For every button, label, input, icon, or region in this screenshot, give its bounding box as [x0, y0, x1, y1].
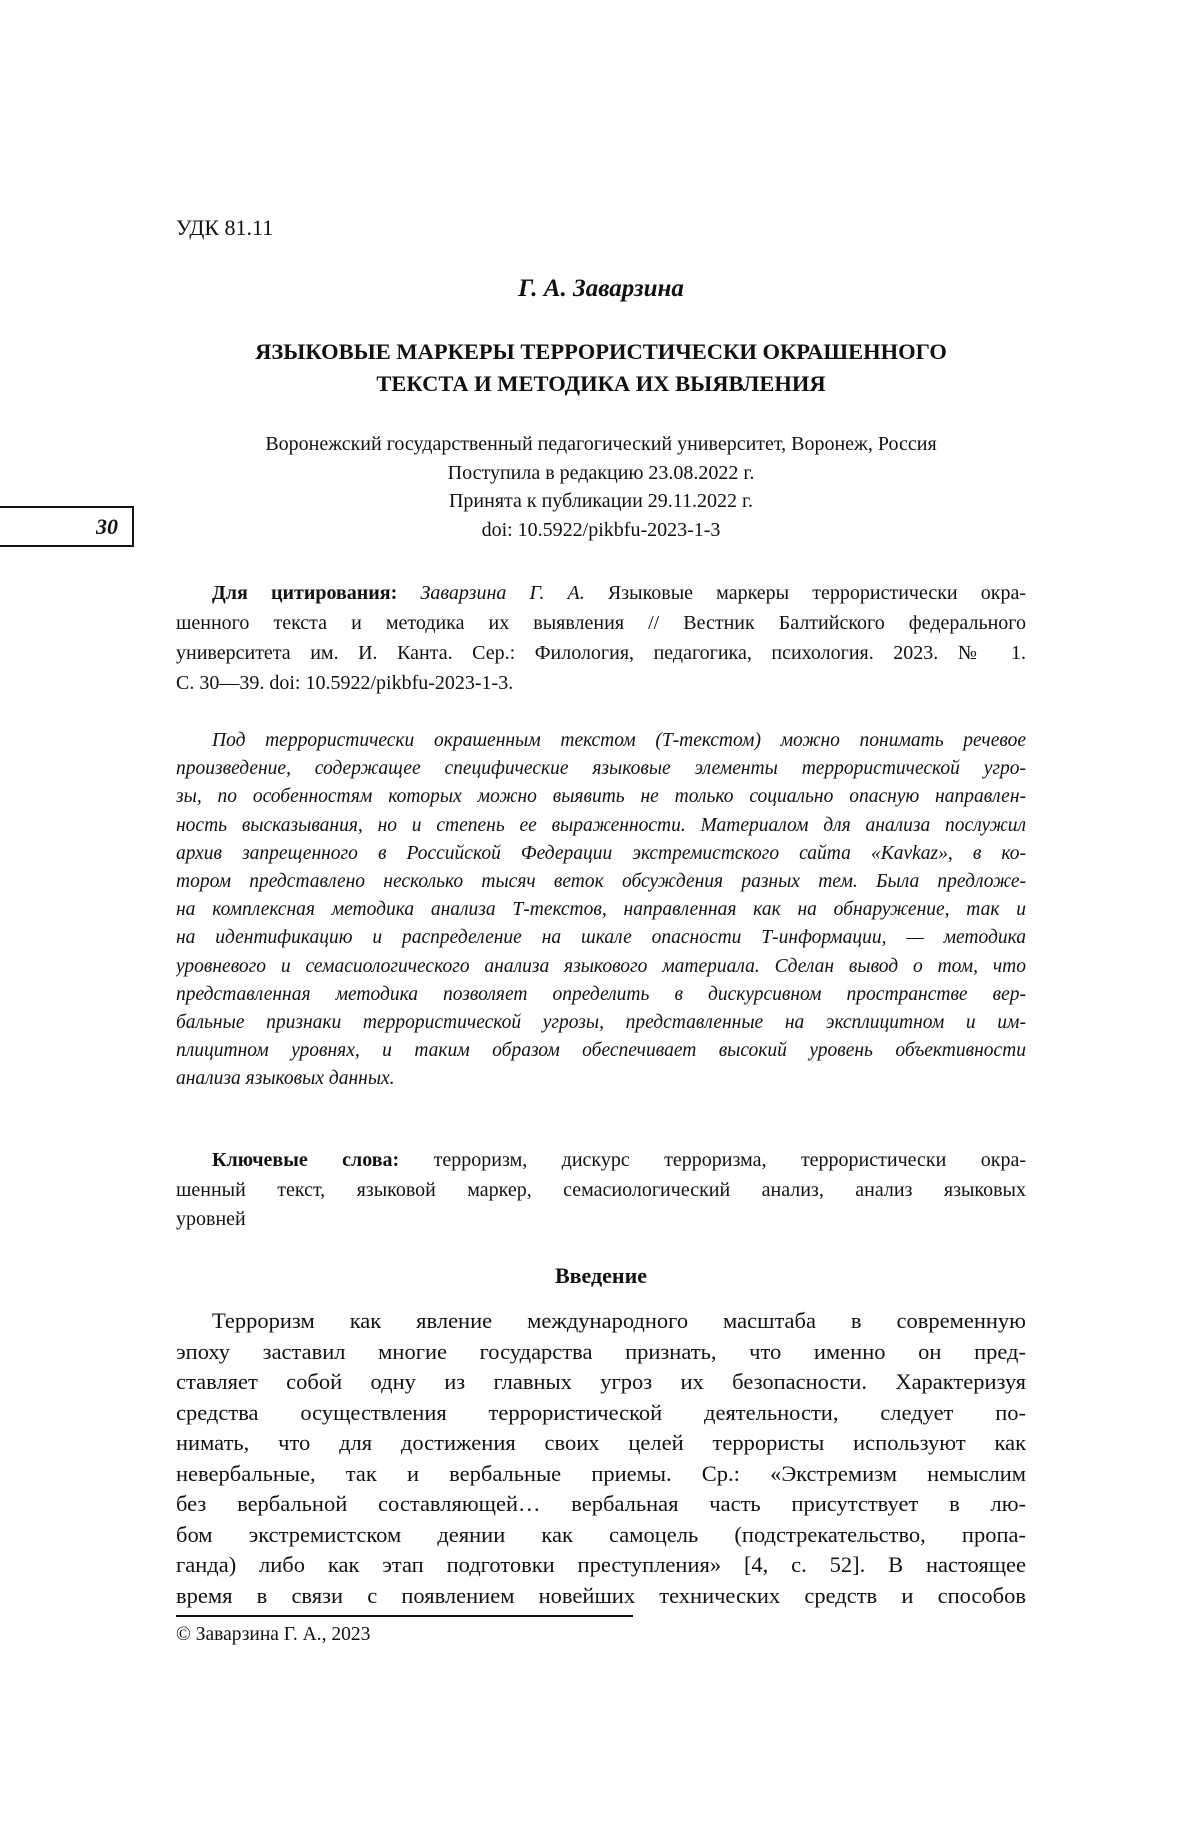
citation-line: университета им. И. Канта. Сер.: Филология, педагогика, психология. 2023. № 1. [176, 642, 1026, 664]
affiliation: Воронежский государственный педагогический университет, Воронеж, Россия [265, 433, 937, 455]
body-line: без вербальной составляющей… вербальная часть присутствует в лю- [176, 1491, 1026, 1516]
body-line: средства осуществления террористической деятельности, следует по- [176, 1399, 1026, 1425]
abstract-line: Под террористически окрашенным текстом (Т-текстом) можно понимать речевое [212, 730, 1026, 751]
citation-label: Для цитирования: [212, 582, 398, 604]
page-number-box [0, 506, 134, 547]
keywords-line [176, 1146, 1026, 1176]
body-line: нимать, что для достижения своих целей террористы используют как [176, 1430, 1026, 1455]
body-line: невербальные, так и вербальные приемы. Ср.: «Экстремизм немыслим [176, 1460, 1026, 1486]
abstract-line: ность высказывания, но и степень ее выраженности. Материалом для анализа послужил [176, 814, 1026, 836]
keywords-line: уровней [176, 1208, 246, 1230]
author-name: Г. А. Заварзина [518, 275, 684, 302]
footnote-rule [176, 1615, 633, 1617]
received-date: Поступила в редакцию 23.08.2022 г. [447, 461, 755, 484]
copyright-footnote: © Заварзина Г. А., 2023 [176, 1624, 371, 1645]
abstract-line: уровневого и семасиологического анализа языкового материала. Сделан вывод о том, что [176, 955, 1026, 977]
citation-line: С. 30—39. doi: 10.5922/pikbfu-2023-1-3. [176, 672, 514, 694]
body-line: время в связи с появлением новейших технических средств и способов [176, 1582, 1026, 1608]
abstract-line: архив запрещенного в Российской Федерации экстремистского сайта «Kavkaz», в ко- [176, 842, 1026, 864]
abstract-line: тором представлено несколько тысяч веток обсуждения разных тем. Была предложе- [176, 870, 1026, 892]
body-line: эпоху заставил многие государства признать, что именно он пред- [176, 1338, 1026, 1364]
abstract-line: анализа языковых данных. [176, 1068, 395, 1090]
keywords-text: терроризм, дискурс терроризма, террористически окра- [433, 1149, 1026, 1171]
article-meta [176, 430, 1026, 544]
body-line: ганда) либо как этап подготовки преступления» [4, с. 52]. В настоящее [176, 1552, 1026, 1577]
abstract-line: зы, по особенностям которых можно выявить не только социально опасную направлен- [176, 786, 1026, 808]
keywords-label: Ключевые слова: [212, 1149, 400, 1171]
title-line: ТЕКСТА И МЕТОДИКА ИХ ВЫЯВЛЕНИЯ [376, 371, 826, 396]
keywords-line: шенный текст, языковой маркер, семасиологический анализ, анализ языковых [176, 1178, 1026, 1201]
doi: doi: 10.5922/pikbfu-2023-1-3 [481, 518, 721, 541]
abstract-line: на комплексная методика анализа Т-текстов, направленная как на обнаружение, так и [176, 899, 1026, 921]
accepted-date: Принята к публикации 29.11.2022 г. [448, 490, 754, 512]
abstract-line: на идентификацию и распределение на шкале опасности Т-информации, — методика [176, 927, 1026, 949]
body-line: ставляет собой одну из главных угроз их безопасности. Характеризуя [176, 1369, 1026, 1394]
body-line: бом экстремистском деянии как самоцель (подстрекательство, пропа- [176, 1521, 1026, 1547]
citation-text: Языковые маркеры террористически окра- [607, 582, 1026, 604]
citation-line [176, 578, 1026, 608]
abstract-line: бальные признаки террористической угрозы, представленные на эксплицитном и им- [176, 1011, 1026, 1033]
title-line: ЯЗЫКОВЫЕ МАРКЕРЫ ТЕРРОРИСТИЧЕСКИ ОКРАШЕННОГО [255, 339, 947, 364]
keywords [176, 1146, 1026, 1235]
udc-code: УДК 81.11 [176, 215, 274, 240]
abstract-line: представленная методика позволяет определить в дискурсивном пространстве вер- [176, 983, 1026, 1005]
page-number: 30 [96, 514, 118, 539]
citation [176, 578, 1026, 698]
abstract [176, 727, 1026, 1093]
citation-line: шенного текста и методика их выявления // Вестник Балтийского федерального [176, 612, 1026, 634]
abstract-line: произведение, содержащее специфические языковые элементы террористической угро- [176, 758, 1026, 780]
body-text [176, 1306, 1026, 1611]
abstract-line: плицитном уровнях, и таким образом обеспечивает высокий уровень объективности [176, 1040, 1026, 1062]
citation-author: Заварзина Г. А. [420, 582, 585, 604]
body-line: Терроризм как явление международного масштаба в современную [212, 1308, 1026, 1333]
section-heading: Введение [554, 1263, 648, 1288]
article-title [176, 336, 1026, 400]
